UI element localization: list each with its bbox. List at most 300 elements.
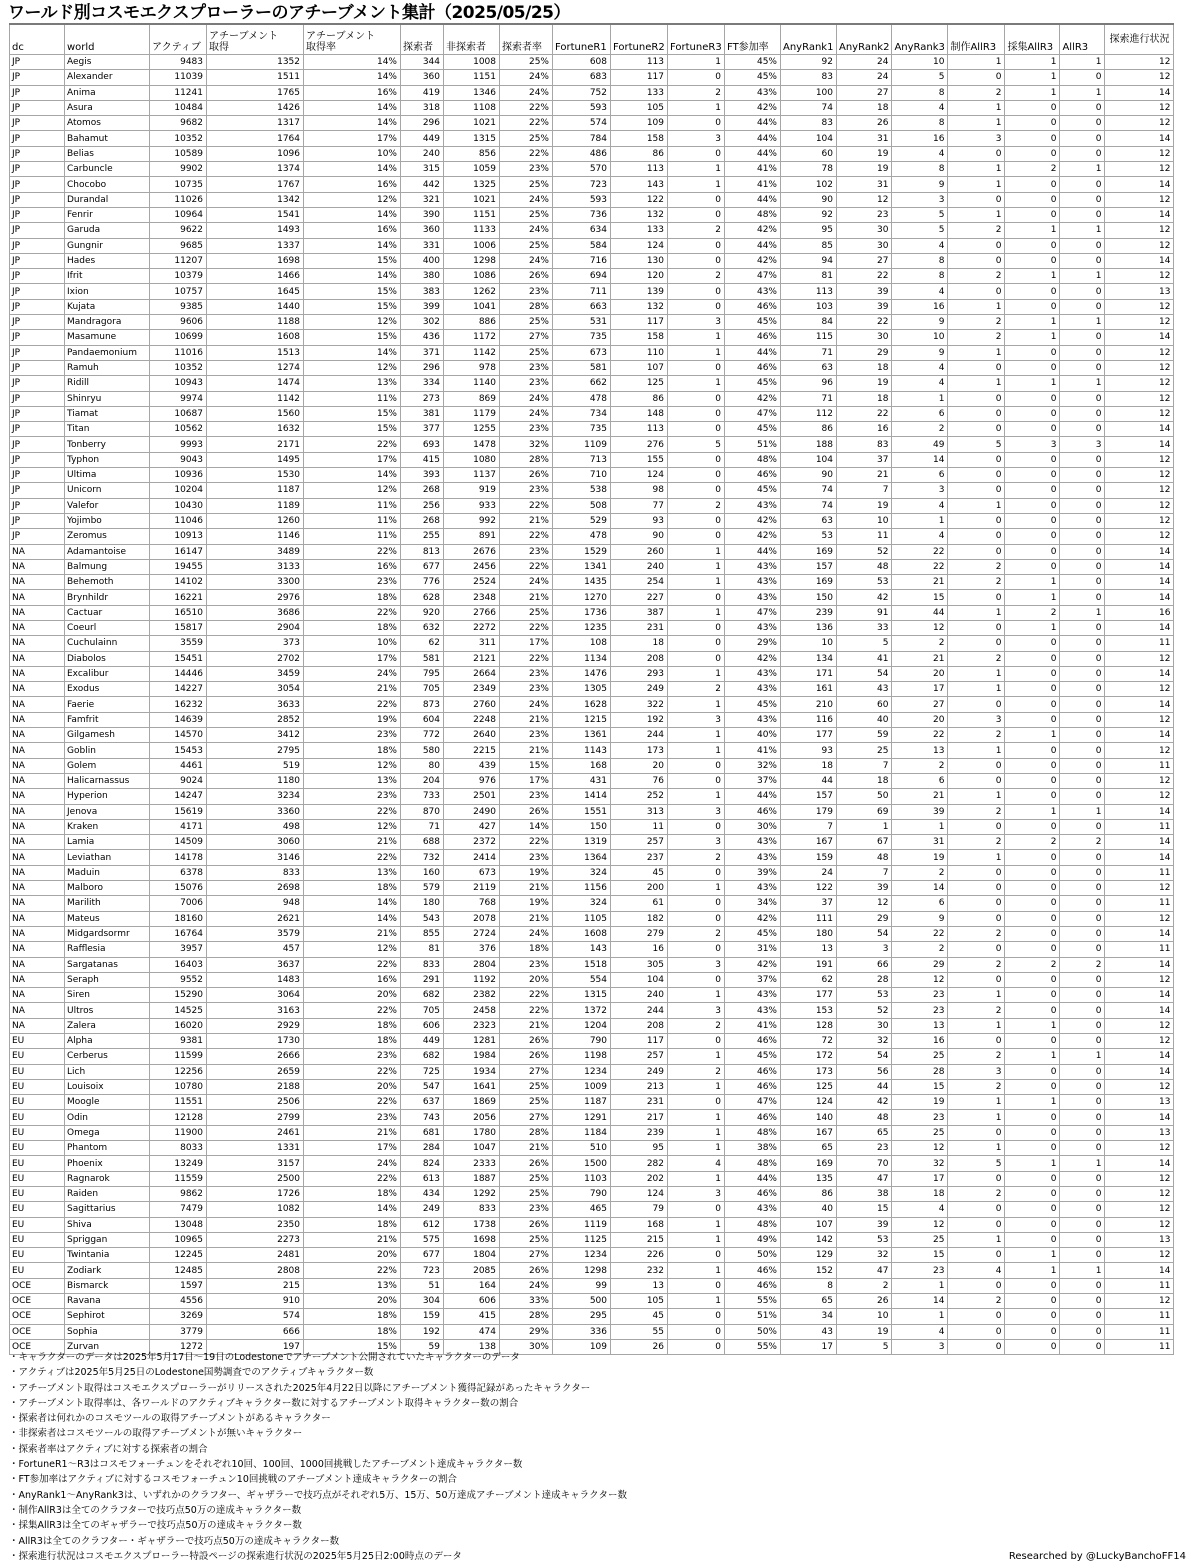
- table-cell: 733: [401, 789, 444, 804]
- table-cell: NA: [10, 835, 65, 850]
- table-cell: 666: [207, 1324, 304, 1339]
- table-cell: 7: [781, 819, 837, 834]
- table-cell: 182: [611, 911, 668, 926]
- table-cell: 11: [1105, 819, 1174, 834]
- table-cell: 41%: [725, 743, 781, 758]
- table-cell: 23%: [500, 789, 553, 804]
- table-cell: 14%: [304, 269, 401, 284]
- table-cell: 42%: [725, 911, 781, 926]
- table-row: [10, 972, 1174, 987]
- table-cell: 28%: [500, 299, 553, 314]
- table-cell: 12: [1105, 1079, 1174, 1094]
- table-cell: 0: [668, 483, 725, 498]
- table-cell: 12%: [304, 192, 401, 207]
- table-cell: 1133: [444, 223, 500, 238]
- table-cell: 4: [892, 376, 948, 391]
- table-cell: 2: [892, 636, 948, 651]
- table-cell: 10%: [304, 636, 401, 651]
- table-cell: 23%: [500, 850, 553, 865]
- table-cell: 180: [401, 896, 444, 911]
- table-cell: 10204: [150, 483, 207, 498]
- table-row: [10, 192, 1174, 207]
- table-cell: 5: [948, 1156, 1005, 1171]
- table-cell: 1887: [444, 1171, 500, 1186]
- table-cell: 0: [1005, 666, 1060, 681]
- table-cell: 1: [1005, 590, 1060, 605]
- table-cell: 15: [837, 1202, 892, 1217]
- table-cell: 32: [837, 1034, 892, 1049]
- table-cell: NA: [10, 697, 65, 712]
- table-cell: 0: [948, 773, 1005, 788]
- table-cell: 71: [781, 345, 837, 360]
- table-cell: Moogle: [65, 1095, 150, 1110]
- table-cell: JP: [10, 85, 65, 100]
- table-cell: 26%: [500, 804, 553, 819]
- table-cell: Jenova: [65, 804, 150, 819]
- table-cell: 94: [781, 253, 837, 268]
- table-cell: 26%: [500, 468, 553, 483]
- table-cell: 51%: [725, 1309, 781, 1324]
- table-cell: 24: [837, 55, 892, 70]
- table-cell: 22%: [500, 100, 553, 115]
- table-cell: 0: [1060, 70, 1105, 85]
- table-cell: 0: [948, 1125, 1005, 1140]
- table-cell: 2382: [444, 988, 500, 1003]
- table-cell: 0: [668, 116, 725, 131]
- table-cell: 192: [611, 712, 668, 727]
- table-cell: 12: [1105, 789, 1174, 804]
- table-cell: 0: [1005, 238, 1060, 253]
- table-cell: 22%: [304, 957, 401, 972]
- table-cell: 1: [1005, 70, 1060, 85]
- table-cell: 21%: [500, 911, 553, 926]
- table-cell: 1156: [553, 881, 611, 896]
- table-cell: Twintania: [65, 1248, 150, 1263]
- table-cell: 15451: [150, 651, 207, 666]
- table-cell: 1108: [444, 100, 500, 115]
- table-cell: 1: [668, 1232, 725, 1247]
- table-cell: 12: [1105, 1034, 1174, 1049]
- table-cell: 0: [948, 1202, 1005, 1217]
- table-cell: 23: [892, 1003, 948, 1018]
- column-header: AnyRank1: [781, 24, 837, 55]
- table-cell: 45%: [725, 422, 781, 437]
- table-cell: 45%: [725, 483, 781, 498]
- table-cell: 7: [837, 758, 892, 773]
- table-row: [10, 1217, 1174, 1232]
- table-cell: 34: [781, 1309, 837, 1324]
- table-cell: Golem: [65, 758, 150, 773]
- table-cell: Zodiark: [65, 1263, 150, 1278]
- table-cell: 25%: [500, 605, 553, 620]
- table-cell: 315: [401, 162, 444, 177]
- table-cell: JP: [10, 299, 65, 314]
- table-cell: 66: [837, 957, 892, 972]
- table-cell: 95: [781, 223, 837, 238]
- table-cell: 90: [781, 192, 837, 207]
- table-cell: 1: [948, 177, 1005, 192]
- table-cell: 0: [948, 360, 1005, 375]
- table-cell: 81: [781, 269, 837, 284]
- table-cell: 25: [892, 1049, 948, 1064]
- table-cell: 579: [401, 881, 444, 896]
- table-cell: 104: [781, 131, 837, 146]
- table-cell: 1215: [553, 712, 611, 727]
- table-row: [10, 1141, 1174, 1156]
- table-cell: 833: [207, 865, 304, 880]
- table-cell: 4: [948, 1263, 1005, 1278]
- table-cell: 239: [611, 1125, 668, 1140]
- table-cell: 42%: [725, 253, 781, 268]
- table-cell: 1: [668, 55, 725, 70]
- table-cell: 16%: [304, 559, 401, 574]
- table-cell: 45%: [725, 1049, 781, 1064]
- table-cell: 14%: [304, 345, 401, 360]
- table-cell: 3: [948, 131, 1005, 146]
- table-cell: JP: [10, 513, 65, 528]
- table-cell: 0: [948, 590, 1005, 605]
- table-cell: 51%: [725, 437, 781, 452]
- table-cell: 39: [892, 804, 948, 819]
- table-cell: 380: [401, 269, 444, 284]
- table-cell: 0: [1060, 1003, 1105, 1018]
- table-cell: 0: [668, 942, 725, 957]
- table-cell: 0: [1005, 483, 1060, 498]
- table-cell: 103: [781, 299, 837, 314]
- table-cell: 2: [892, 758, 948, 773]
- table-cell: 22: [837, 406, 892, 421]
- table-cell: 14%: [304, 100, 401, 115]
- table-cell: 26%: [500, 1156, 553, 1171]
- table-cell: 252: [611, 789, 668, 804]
- table-cell: 160: [401, 865, 444, 880]
- table-cell: 16510: [150, 605, 207, 620]
- table-cell: 574: [553, 116, 611, 131]
- table-cell: NA: [10, 758, 65, 773]
- table-cell: JP: [10, 360, 65, 375]
- table-row: [10, 682, 1174, 697]
- table-cell: Valefor: [65, 498, 150, 513]
- table-cell: 683: [553, 70, 611, 85]
- table-cell: 18: [837, 391, 892, 406]
- table-cell: 65: [781, 1294, 837, 1309]
- table-cell: 0: [668, 70, 725, 85]
- table-cell: 51: [401, 1278, 444, 1293]
- table-cell: EU: [10, 1095, 65, 1110]
- table-cell: 1189: [207, 498, 304, 513]
- table-cell: 10: [781, 636, 837, 651]
- table-cell: 0: [948, 819, 1005, 834]
- table-cell: 12: [1105, 1171, 1174, 1186]
- table-cell: 22%: [304, 1003, 401, 1018]
- table-cell: 12: [892, 620, 948, 635]
- table-row: [10, 1294, 1174, 1309]
- table-cell: 1: [1060, 1049, 1105, 1064]
- table-cell: 0: [1060, 728, 1105, 743]
- table-cell: 3412: [207, 728, 304, 743]
- table-cell: 23: [837, 207, 892, 222]
- table-cell: 244: [611, 728, 668, 743]
- table-cell: 0: [1060, 1309, 1105, 1324]
- table-cell: 1: [1005, 1018, 1060, 1033]
- table-cell: 28: [892, 1064, 948, 1079]
- table-cell: 46%: [725, 1064, 781, 1079]
- table-cell: 208: [611, 651, 668, 666]
- table-cell: 1726: [207, 1186, 304, 1201]
- table-cell: JP: [10, 422, 65, 437]
- table-cell: 16: [892, 1034, 948, 1049]
- table-cell: 43%: [725, 666, 781, 681]
- table-cell: 113: [781, 284, 837, 299]
- table-cell: 3: [948, 1064, 1005, 1079]
- table-cell: 10936: [150, 468, 207, 483]
- table-cell: 12: [1105, 1018, 1174, 1033]
- table-cell: 26%: [500, 1217, 553, 1232]
- table-cell: 45: [611, 1309, 668, 1324]
- table-cell: 22: [837, 315, 892, 330]
- table-cell: 62: [401, 636, 444, 651]
- table-cell: Goblin: [65, 743, 150, 758]
- table-cell: 5: [668, 437, 725, 452]
- table-cell: 45%: [725, 70, 781, 85]
- table-cell: 9902: [150, 162, 207, 177]
- table-cell: 21%: [500, 743, 553, 758]
- table-cell: NA: [10, 850, 65, 865]
- table-cell: 240: [611, 559, 668, 574]
- table-cell: Brynhildr: [65, 590, 150, 605]
- table-cell: 10943: [150, 376, 207, 391]
- table-cell: 1511: [207, 70, 304, 85]
- table-cell: 12: [1105, 299, 1174, 314]
- table-cell: 1934: [444, 1064, 500, 1079]
- table-row: [10, 498, 1174, 513]
- table-cell: 302: [401, 315, 444, 330]
- table-cell: 0: [948, 1339, 1005, 1354]
- table-cell: 0: [948, 896, 1005, 911]
- table-cell: 8: [781, 1278, 837, 1293]
- table-row: [10, 253, 1174, 268]
- table-cell: 0: [1060, 819, 1105, 834]
- table-cell: 1: [1005, 1263, 1060, 1278]
- table-row: [10, 896, 1174, 911]
- table-cell: 1645: [207, 284, 304, 299]
- table-cell: 694: [553, 269, 611, 284]
- table-cell: 18%: [304, 743, 401, 758]
- table-cell: NA: [10, 972, 65, 987]
- table-cell: 14525: [150, 1003, 207, 1018]
- table-cell: NA: [10, 804, 65, 819]
- table-cell: NA: [10, 865, 65, 880]
- table-cell: 5: [892, 207, 948, 222]
- table-cell: 18: [837, 100, 892, 115]
- table-cell: 102: [781, 177, 837, 192]
- table-cell: 257: [611, 835, 668, 850]
- table-cell: 49: [892, 437, 948, 452]
- table-cell: 15%: [304, 1339, 401, 1354]
- table-cell: 1234: [553, 1064, 611, 1079]
- table-cell: 45%: [725, 926, 781, 941]
- table-cell: Titan: [65, 422, 150, 437]
- table-cell: 1414: [553, 789, 611, 804]
- table-cell: 1: [1005, 804, 1060, 819]
- table-cell: 42%: [725, 651, 781, 666]
- table-cell: 1234: [553, 1248, 611, 1263]
- table-cell: EU: [10, 1263, 65, 1278]
- table-cell: 1270: [553, 590, 611, 605]
- table-cell: 39%: [725, 865, 781, 880]
- table-cell: 109: [553, 1339, 611, 1354]
- table-cell: 0: [1060, 1217, 1105, 1232]
- table-cell: 161: [781, 682, 837, 697]
- table-cell: 1: [1005, 376, 1060, 391]
- table-row: [10, 406, 1174, 421]
- table-cell: 1: [668, 743, 725, 758]
- table-cell: 7: [837, 483, 892, 498]
- table-cell: 1440: [207, 299, 304, 314]
- table-cell: 628: [401, 590, 444, 605]
- table-cell: 62: [781, 972, 837, 987]
- table-cell: Hyperion: [65, 789, 150, 804]
- table-cell: 23%: [500, 162, 553, 177]
- table-cell: 0: [1005, 284, 1060, 299]
- table-cell: 46%: [725, 360, 781, 375]
- table-cell: 2804: [444, 957, 500, 972]
- table-cell: 0: [1060, 972, 1105, 987]
- table-cell: 44%: [725, 544, 781, 559]
- table-cell: 29: [892, 957, 948, 972]
- table-cell: 1: [668, 544, 725, 559]
- table-cell: 197: [207, 1339, 304, 1354]
- table-cell: 933: [444, 498, 500, 513]
- table-cell: 612: [401, 1217, 444, 1232]
- table-cell: 0: [1060, 911, 1105, 926]
- table-cell: 0: [1005, 1034, 1060, 1049]
- table-cell: 0: [1005, 1186, 1060, 1201]
- table-cell: 25%: [500, 1186, 553, 1201]
- table-cell: 24%: [304, 1156, 401, 1171]
- table-cell: 0: [1005, 406, 1060, 421]
- table-cell: 100: [781, 85, 837, 100]
- table-row: [10, 55, 1174, 70]
- table-cell: EU: [10, 1034, 65, 1049]
- table-cell: 17: [781, 1339, 837, 1354]
- table-cell: 11: [1105, 942, 1174, 957]
- table-cell: 0: [1060, 1171, 1105, 1186]
- table-cell: 5: [837, 1339, 892, 1354]
- table-cell: 9682: [150, 116, 207, 131]
- table-cell: 14: [1105, 422, 1174, 437]
- table-cell: JP: [10, 452, 65, 467]
- table-cell: 0: [1005, 773, 1060, 788]
- table-cell: JP: [10, 116, 65, 131]
- table-cell: 41: [837, 651, 892, 666]
- table-cell: Anima: [65, 85, 150, 100]
- table-cell: 32: [892, 1156, 948, 1171]
- table-cell: 293: [611, 666, 668, 681]
- table-cell: 1: [1005, 728, 1060, 743]
- table-cell: 0: [1005, 636, 1060, 651]
- table-cell: 376: [444, 942, 500, 957]
- table-row: [10, 850, 1174, 865]
- table-cell: 331: [401, 238, 444, 253]
- table-cell: 24%: [500, 1278, 553, 1293]
- table-row: [10, 575, 1174, 590]
- table-cell: 12: [1105, 55, 1174, 70]
- table-cell: 22: [892, 728, 948, 743]
- table-cell: 12: [1105, 651, 1174, 666]
- table-cell: 26: [837, 116, 892, 131]
- table-cell: Lamia: [65, 835, 150, 850]
- table-cell: 122: [611, 192, 668, 207]
- table-cell: 0: [1060, 330, 1105, 345]
- table-cell: Bismarck: [65, 1278, 150, 1293]
- table-cell: 0: [1005, 422, 1060, 437]
- table-cell: 47%: [725, 269, 781, 284]
- table-row: [10, 728, 1174, 743]
- table-cell: 90: [611, 529, 668, 544]
- table-cell: 0: [1005, 452, 1060, 467]
- table-cell: 593: [553, 192, 611, 207]
- table-cell: 12: [1105, 1294, 1174, 1309]
- table-cell: Diabolos: [65, 651, 150, 666]
- table-cell: Tiamat: [65, 406, 150, 421]
- table-cell: 117: [611, 315, 668, 330]
- table-cell: 14: [1105, 590, 1174, 605]
- table-cell: EU: [10, 1186, 65, 1201]
- table-cell: 30: [837, 223, 892, 238]
- table-cell: Zurvan: [65, 1339, 150, 1354]
- column-header: 制作AllR3: [948, 24, 1005, 55]
- table-cell: 24%: [500, 253, 553, 268]
- table-cell: 1: [948, 55, 1005, 70]
- table-cell: 725: [401, 1064, 444, 1079]
- table-cell: 3559: [150, 636, 207, 651]
- table-cell: 1: [1005, 315, 1060, 330]
- table-cell: 2799: [207, 1110, 304, 1125]
- table-cell: 291: [401, 972, 444, 987]
- table-cell: Durandal: [65, 192, 150, 207]
- table-cell: 0: [1060, 1294, 1105, 1309]
- table-cell: Ravana: [65, 1294, 150, 1309]
- table-row: [10, 269, 1174, 284]
- table-cell: 42%: [725, 529, 781, 544]
- table-cell: JP: [10, 70, 65, 85]
- table-cell: 0: [948, 70, 1005, 85]
- table-cell: 14: [1105, 804, 1174, 819]
- table-cell: 0: [948, 881, 1005, 896]
- table-cell: 1: [948, 207, 1005, 222]
- table-cell: 13: [1105, 1125, 1174, 1140]
- table-cell: 1: [837, 819, 892, 834]
- table-cell: 711: [553, 284, 611, 299]
- table-cell: 22%: [500, 146, 553, 161]
- table-row: [10, 881, 1174, 896]
- table-cell: 0: [1005, 1202, 1060, 1217]
- table-cell: 0: [1005, 391, 1060, 406]
- table-cell: 4461: [150, 758, 207, 773]
- table-cell: 12: [1105, 1186, 1174, 1201]
- table-cell: 125: [611, 376, 668, 391]
- table-cell: Ragnarok: [65, 1171, 150, 1186]
- table-cell: 15%: [304, 253, 401, 268]
- table-cell: 14%: [304, 896, 401, 911]
- table-cell: 44%: [725, 345, 781, 360]
- table-cell: 22%: [500, 988, 553, 1003]
- table-cell: 0: [1060, 360, 1105, 375]
- table-cell: 0: [1060, 988, 1105, 1003]
- table-cell: 919: [444, 483, 500, 498]
- table-cell: Masamune: [65, 330, 150, 345]
